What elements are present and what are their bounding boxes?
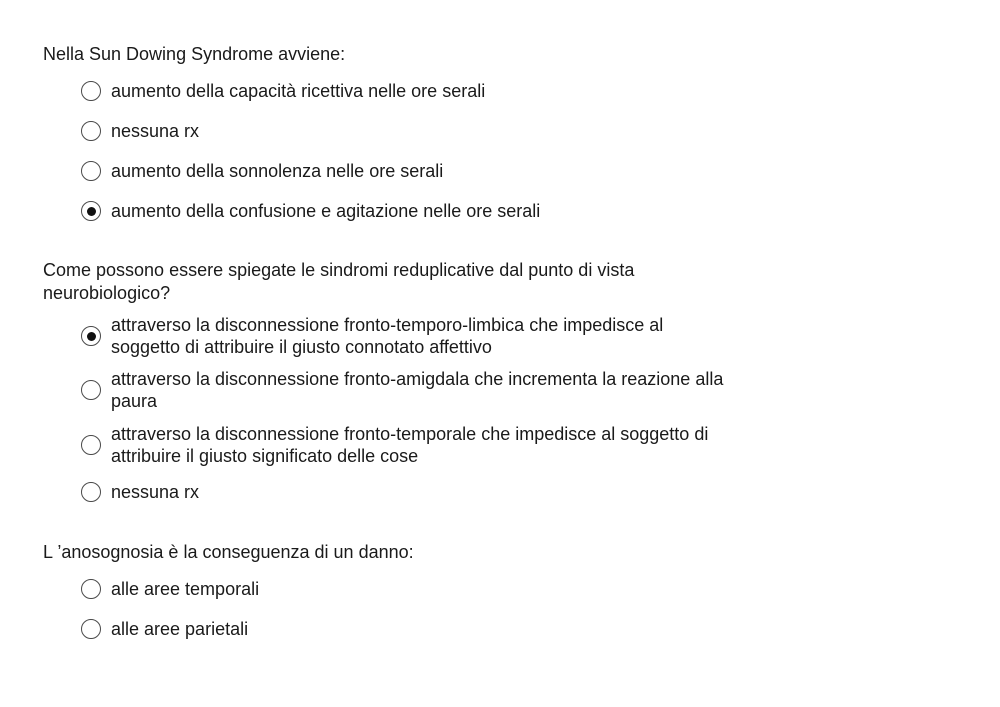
option-label: alle aree parietali	[111, 619, 249, 639]
question-2-option-1[interactable]	[81, 314, 741, 358]
option-label: nessuna rx	[111, 121, 200, 141]
question-1-option-4[interactable]	[81, 200, 741, 222]
radio-button-unchecked[interactable]	[81, 435, 101, 455]
option-label: attraverso la disconnessione fronto-temporale che impedisce al soggetto di attribuire il giusto significato delle cose	[111, 424, 709, 466]
question-2-text: Come possono essere spiegate le sindromi reduplicative dal punto di vista neurobiologico?	[43, 260, 635, 303]
question-2-option-2[interactable]	[81, 368, 741, 412]
radio-button-unchecked[interactable]	[81, 619, 101, 639]
radio-button-unchecked[interactable]	[81, 161, 101, 181]
option-label: attraverso la disconnessione fronto-amigdala che incrementa la reazione alla paura	[111, 369, 724, 411]
option-label: nessuna rx	[111, 482, 200, 502]
radio-button-checked[interactable]	[81, 201, 101, 221]
option-label: attraverso la disconnessione fronto-temporo-limbica che impedisce al soggetto di attribuire il giusto connotato affettivo	[111, 315, 664, 357]
radio-button-unchecked[interactable]	[81, 121, 101, 141]
radio-button-unchecked[interactable]	[81, 380, 101, 400]
question-1-option-1[interactable]	[81, 80, 741, 102]
question-1-text: Nella Sun Dowing Syndrome avviene:	[43, 44, 346, 64]
question-1-option-2[interactable]	[81, 120, 741, 142]
radio-button-checked[interactable]	[81, 326, 101, 346]
radio-button-unchecked[interactable]	[81, 482, 101, 502]
question-3-option-2[interactable]	[81, 618, 741, 640]
question-2-option-3[interactable]	[81, 423, 741, 467]
option-label: aumento della capacità ricettiva nelle ore serali	[111, 81, 486, 101]
question-3-option-1[interactable]	[81, 578, 741, 600]
radio-button-unchecked[interactable]	[81, 81, 101, 101]
option-label: alle aree temporali	[111, 579, 260, 599]
question-1-option-3[interactable]	[81, 160, 741, 182]
option-label: aumento della confusione e agitazione nelle ore serali	[111, 201, 541, 221]
option-label: aumento della sonnolenza nelle ore serali	[111, 161, 444, 181]
radio-button-unchecked[interactable]	[81, 579, 101, 599]
question-2-option-4[interactable]	[81, 481, 741, 503]
question-3-text: L ’anosognosia è la conseguenza di un danno:	[43, 542, 414, 562]
